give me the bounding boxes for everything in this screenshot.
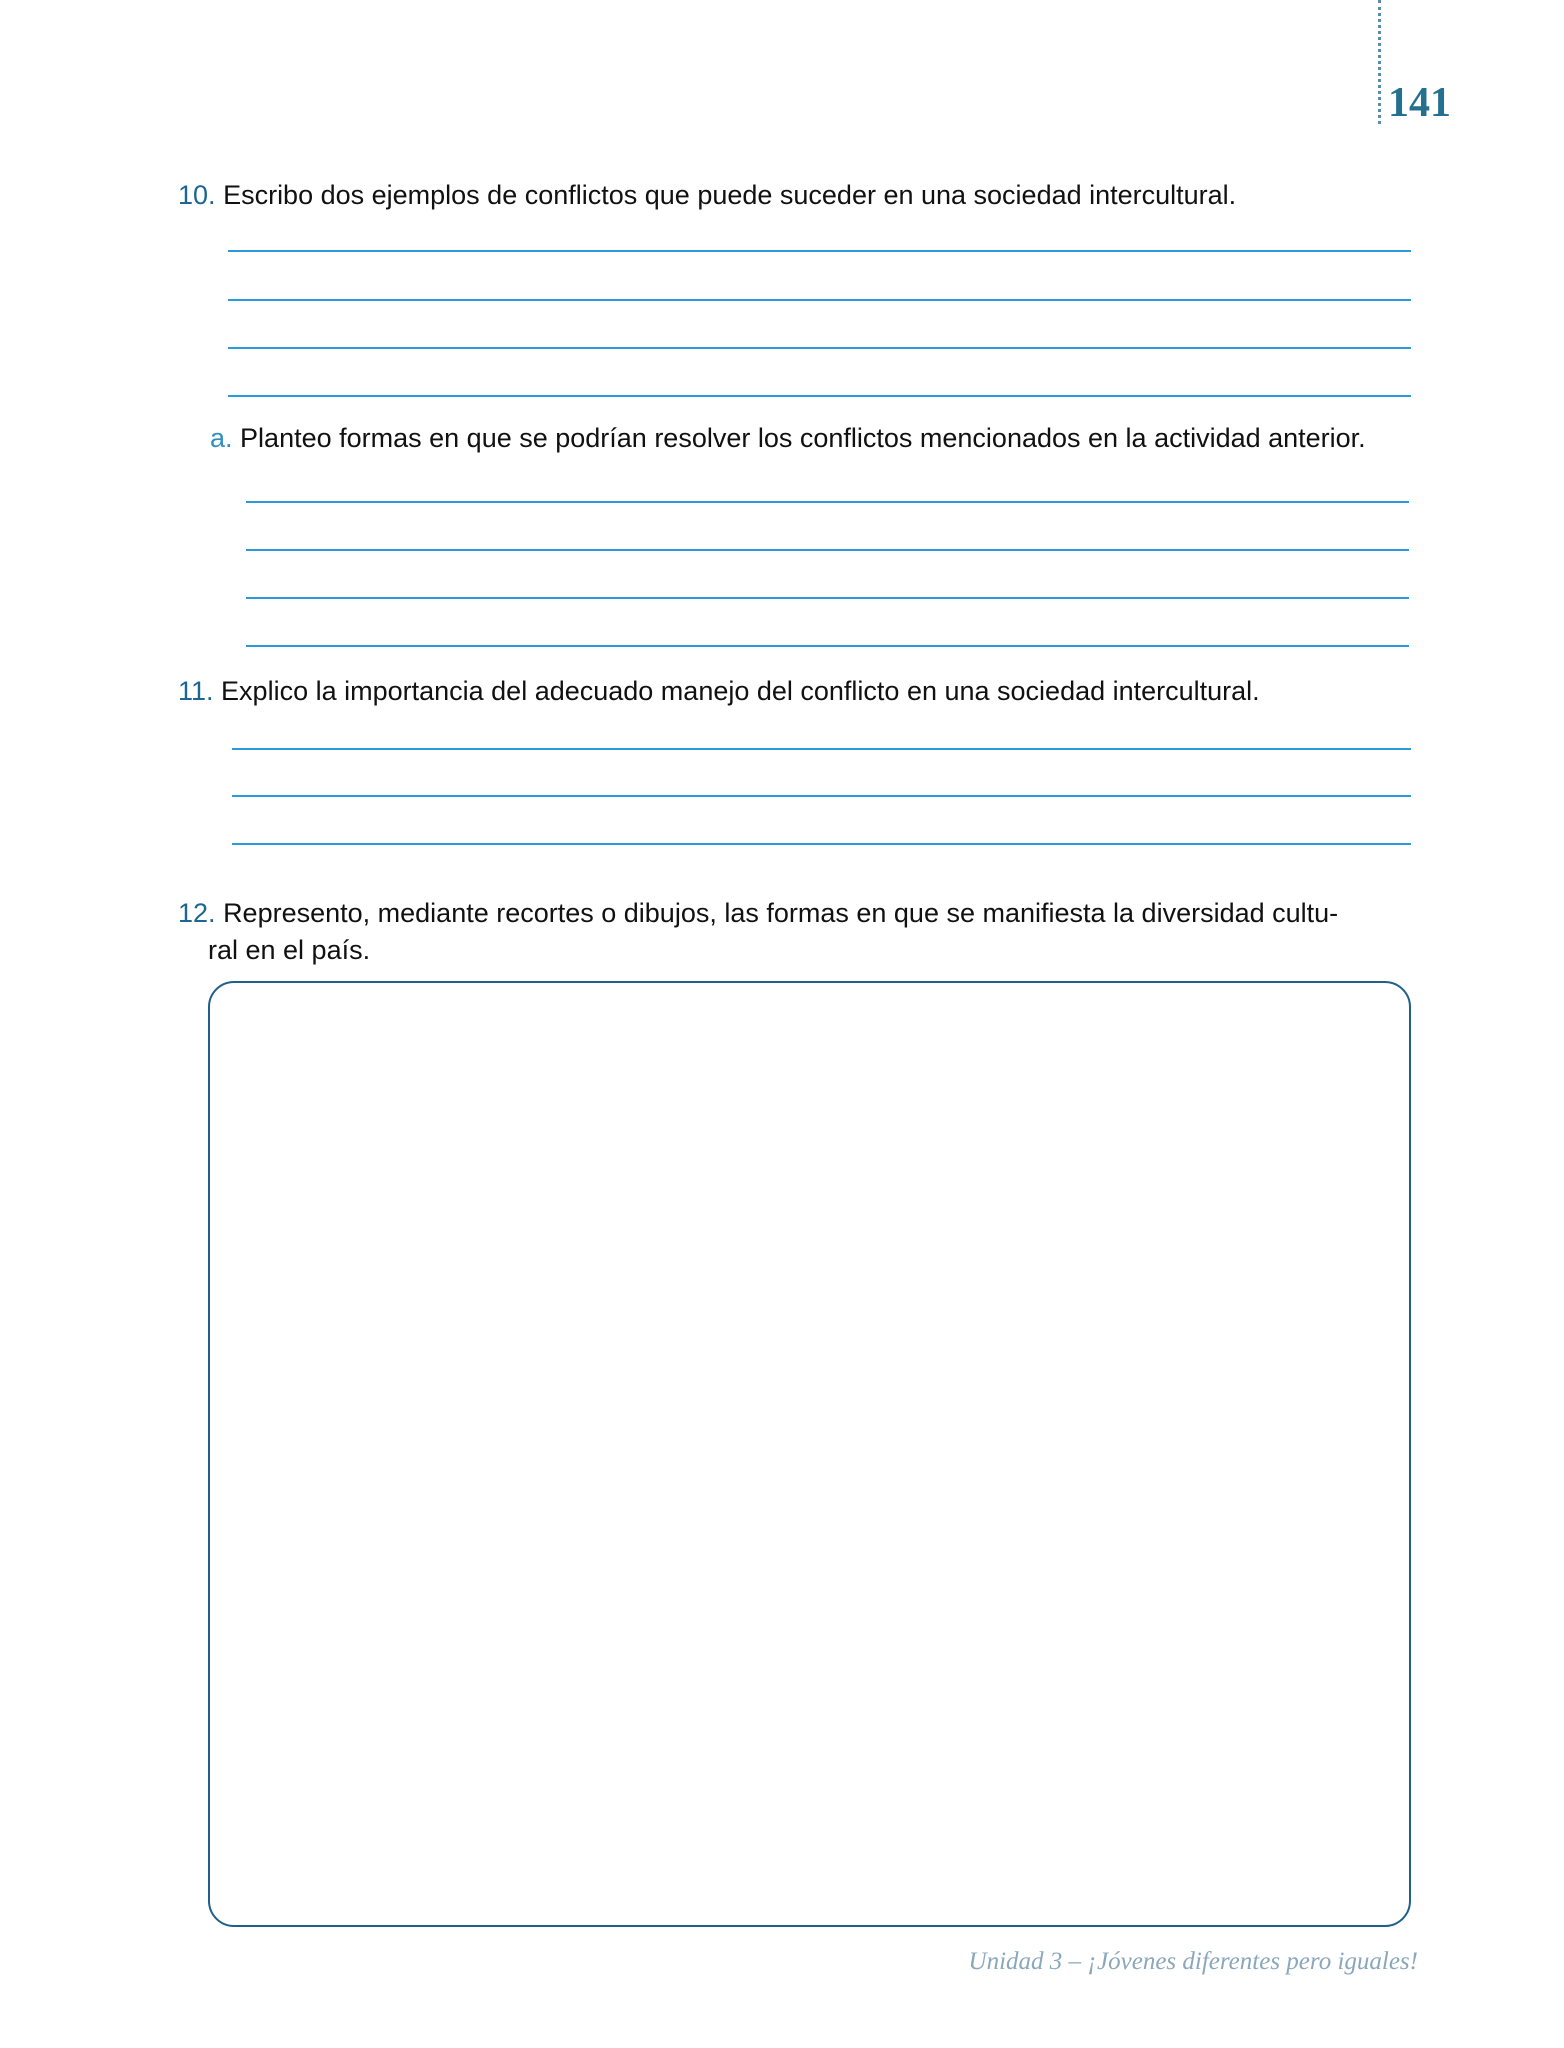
question-number: 10. (178, 180, 216, 210)
answer-line[interactable] (246, 645, 1409, 647)
question-number: 11. (178, 676, 214, 706)
answer-line[interactable] (228, 395, 1411, 397)
question-10 (178, 177, 1236, 214)
question-letter: a. (210, 423, 233, 453)
answer-line[interactable] (228, 299, 1411, 301)
answer-line[interactable] (246, 501, 1409, 503)
drawing-area[interactable] (208, 981, 1411, 1927)
question-text: Explico la importancia del adecuado manejo del conflicto en una sociedad intercultural. (221, 676, 1260, 706)
question-10a (210, 420, 1366, 457)
question-text: Planteo formas en que se podrían resolver los conflictos mencionados en la actividad anterior. (240, 423, 1366, 453)
question-11 (178, 673, 1260, 710)
question-text: Escribo dos ejemplos de conflictos que puede suceder en una sociedad intercultural. (223, 180, 1237, 210)
dotted-margin-divider (1378, 0, 1381, 124)
question-number: 12. (178, 898, 216, 928)
answer-line[interactable] (232, 748, 1411, 750)
answer-line[interactable] (246, 597, 1409, 599)
answer-line[interactable] (228, 347, 1411, 349)
question-12-continuation: ral en el país. (208, 935, 371, 965)
page-number: 141 (1388, 80, 1451, 126)
answer-line[interactable] (232, 843, 1411, 845)
question-12 (178, 895, 1338, 932)
answer-line[interactable] (232, 795, 1411, 797)
answer-line[interactable] (246, 549, 1409, 551)
footer-unit-title: Unidad 3 – ¡Jóvenes diferentes pero iguales! (968, 1948, 1418, 1975)
question-text: Represento, mediante recortes o dibujos, las formas en que se manifiesta la diversidad cultu- (223, 898, 1339, 928)
answer-line[interactable] (228, 250, 1411, 252)
